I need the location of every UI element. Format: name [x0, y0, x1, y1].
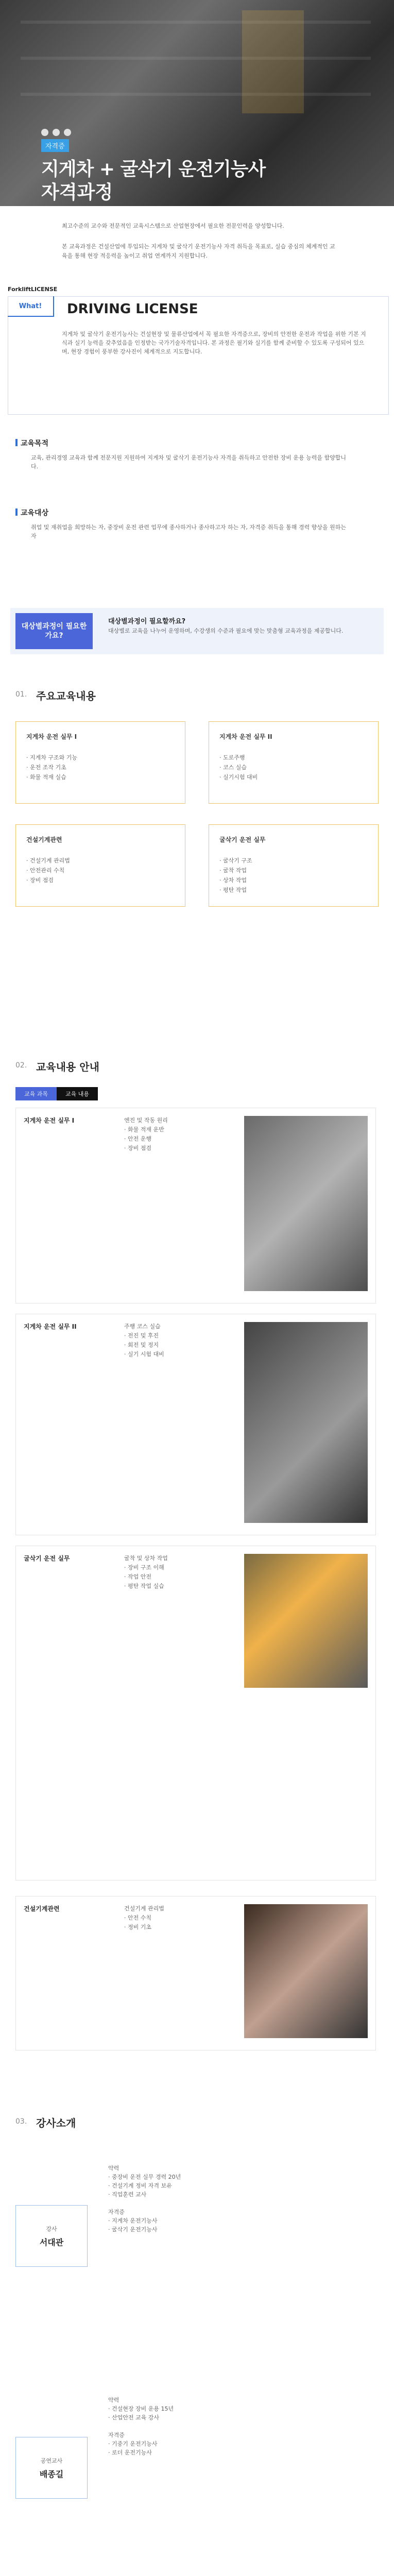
dot-icon [53, 129, 60, 136]
card-list [219, 753, 258, 782]
education-goal-heading: 교육목적 [21, 438, 48, 448]
card-item: · 화물 적재 실습 [26, 774, 66, 781]
storage-image [244, 1322, 368, 1523]
card-item: · 실기시험 대비 [219, 774, 258, 781]
card-item: · 운전 조작 기초 [26, 764, 66, 771]
education-target-heading: 교육대상 [21, 507, 48, 518]
card-item: · 평탄 작업 [219, 887, 247, 893]
hero-subtitle: 자격과정 [41, 182, 113, 203]
instructor-name-box [15, 2205, 88, 2267]
intro-text-2: 본 교육과정은 건설산업에 투입되는 지게차 및 굴삭기 운전기능사 자격 취득을 목표로, 실습 중심의 체계적인 교육을 통해 현장 적응력을 높이고 취업 연계까지 지원합니다. [62, 243, 335, 259]
hero-banner [0, 0, 394, 206]
card-item: · 도로주행 [219, 754, 245, 761]
content-card [15, 824, 185, 907]
card-title: 지게차 운전 실무 I [26, 733, 77, 740]
instructor-name-box [15, 2437, 88, 2499]
instructor-role: 공연교사 [40, 2457, 63, 2464]
curriculum-tabs [15, 1087, 98, 1100]
instructor-card [15, 2164, 376, 2380]
instructors-title: 강사소개 [36, 2117, 76, 2129]
instructor-role: 강사 [46, 2225, 57, 2232]
question-box [10, 608, 384, 654]
instructor-detail: 약력 · 중장비 운전 실무 경력 20년 · 건설기계 정비 자격 보유 · 직업훈련 교사 자격증 · 지게차 운전기능사 · 굴삭기 운전기능사 [108, 2165, 181, 2233]
curriculum-detail: 굴착 및 상차 작업 · 장비 구조 이해 · 작업 안전 · 평탄 작업 실습 [124, 1555, 168, 1589]
section-number: 01. [15, 690, 27, 699]
what-title: DRIVING LICENSE [67, 301, 198, 317]
tab-content[interactable]: 교육 내용 [57, 1087, 98, 1100]
curriculum-name: 지게차 운전 실무 I [24, 1117, 75, 1124]
card-list [26, 753, 77, 782]
curriculum-name: 건설기계관련 [24, 1905, 60, 1912]
curriculum-row [15, 1314, 376, 1535]
card-title: 굴삭기 운전 실무 [219, 836, 266, 843]
hero-icon-row [41, 129, 71, 136]
question-tab[interactable]: 대상별과정이 필요한가요? [15, 613, 93, 649]
curriculum-row [15, 1108, 376, 1303]
education-target-text: 취업 및 재취업을 희망하는 자, 중장비 운전 관련 업무에 종사하거나 종사하고자 하는 자, 자격증 취득을 통해 경력 향상을 원하는 자 [31, 524, 346, 539]
content-card [209, 721, 379, 804]
curriculum-detail: 엔진 및 작동 원리 · 화물 적재 운반 · 안전 운행 · 장비 점검 [124, 1117, 168, 1151]
instructor-name: 배종길 [39, 2469, 64, 2479]
card-item: · 건설기계 관리법 [26, 857, 70, 864]
card-item: · 안전관리 수칙 [26, 867, 65, 874]
card-item: · 장비 점검 [26, 877, 54, 884]
card-item: · 상차 작업 [219, 877, 247, 884]
tab-subject[interactable]: 교육 과목 [15, 1087, 57, 1100]
dot-icon [41, 129, 48, 136]
curriculum-title: 교육내용 안내 [36, 1061, 99, 1073]
what-pill: What! [8, 296, 54, 317]
card-title: 지게차 운전 실무 II [219, 733, 272, 740]
hero-title: 지게차 + 굴삭기 운전기능사 [41, 159, 266, 180]
content-card [15, 721, 185, 804]
card-item: · 굴삭기 구조 [219, 857, 252, 864]
card-title: 건설기계관련 [26, 836, 62, 843]
study-image [244, 1904, 368, 2038]
question-answer: 대상별로 교육을 나누어 운영하며, 수강생의 수준과 필요에 맞는 맞춤형 교육과정을 제공합니다. [108, 628, 344, 634]
hero-tag: 자격증 [41, 139, 69, 152]
section-number: 02. [15, 1061, 27, 1070]
instructor-name: 서대관 [39, 2237, 64, 2247]
excavator-image [244, 1554, 368, 1688]
instructor-detail: 약력 · 건설현장 장비 운용 15년 · 산업안전 교육 강사 자격증 · 기중기 운전기능사 · 로더 운전기능사 [108, 2397, 174, 2456]
curriculum-name: 굴삭기 운전 실무 [24, 1555, 70, 1562]
curriculum-detail: 건설기계 관리법 · 안전 수칙 · 정비 기초 [124, 1905, 164, 1930]
dot-icon [64, 129, 71, 136]
curriculum-name: 지게차 운전 실무 II [24, 1323, 77, 1330]
what-text: 지게차 및 굴삭기 운전기능사는 건설현장 및 물류산업에서 꼭 필요한 자격증으로, 장비의 안전한 운전과 작업을 위한 기본 지식과 실기 능력을 갖추었음을 인정받는 국가기술자격입니다. 본 과정은 필기와 실기를 함께 준비할 수 있도록 구성되어 있으며, 현장 경험이 풍부한 강사진이 체계적으로 지도합니다. [62, 331, 366, 355]
curriculum-detail: 주행 코스 실습 · 전진 및 후진 · 회전 및 정지 · 실기 시험 대비 [124, 1323, 164, 1358]
intro-text-1: 최고수준의 교수와 전문적인 교육시스템으로 산업현장에서 필요한 전문인력을 양성합니다. [62, 223, 284, 229]
main-contents-title: 주요교육내용 [36, 690, 96, 702]
card-item: · 코스 실습 [219, 764, 247, 771]
curriculum-row [15, 1896, 376, 2050]
section-label: ForkliftLICENSE [8, 286, 58, 293]
card-item: · 지게차 구조와 기능 [26, 754, 77, 761]
content-card [209, 824, 379, 907]
question-title: 대상별과정이 필요할까요? [108, 618, 186, 625]
card-item: · 굴착 작업 [219, 867, 247, 874]
card-list [219, 856, 252, 895]
warehouse-image [244, 1116, 368, 1291]
education-goal-text: 교육, 관리경영 교육과 함께 전문지원 지원하여 지게차 및 굴삭기 운전기능사 자격을 취득하고 안전한 장비 운용 능력을 함양합니다. [31, 454, 346, 470]
card-list [26, 856, 70, 885]
curriculum-row [15, 1546, 376, 1880]
instructor-card [15, 2396, 376, 2576]
section-number: 03. [15, 2117, 27, 2126]
